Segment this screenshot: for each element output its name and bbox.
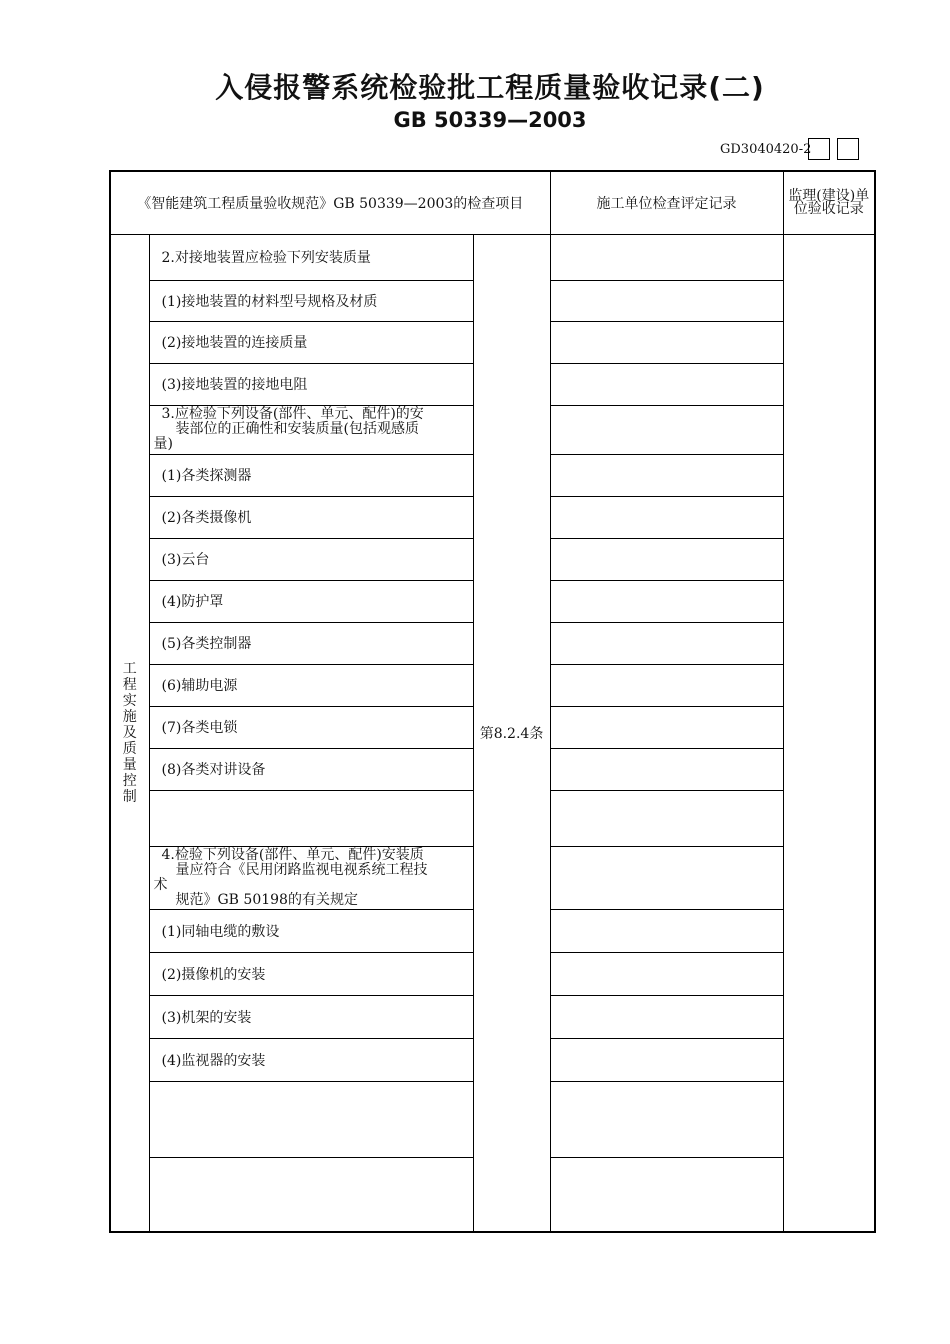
construction-record-cell[interactable] — [550, 952, 783, 995]
item-detectors: (1)各类探测器 — [149, 454, 473, 496]
construction-record-cell[interactable] — [550, 790, 783, 846]
table-row — [110, 234, 875, 280]
item-text-line: 装部位的正确性和安装质量(包括观感质 — [175, 421, 419, 437]
item-coax-cable: (1)同轴电缆的敷设 — [149, 909, 473, 952]
construction-record-cell[interactable] — [550, 1157, 783, 1232]
item-text-line: 4.检验下列设备(部件、单元、配件)安装质 — [161, 846, 424, 863]
construction-record-cell[interactable] — [550, 846, 783, 909]
construction-record-cell[interactable] — [550, 321, 783, 363]
supervision-record-header: 监理(建设)单位验收记录 — [783, 171, 875, 234]
construction-record-cell[interactable] — [550, 538, 783, 580]
section-label: 工程实施及质量控制 — [110, 234, 149, 1232]
construction-record-cell[interactable] — [550, 995, 783, 1038]
item-grounding-material: (1)接地装置的材料型号规格及材质 — [149, 280, 473, 321]
empty-item-cell — [149, 1081, 473, 1157]
item-rack-installation: (3)机架的安装 — [149, 995, 473, 1038]
item-grounding-resistance: (3)接地装置的接地电阻 — [149, 363, 473, 405]
construction-record-header: 施工单位检查评定记录 — [550, 171, 783, 234]
construction-record-cell[interactable] — [550, 454, 783, 496]
inspection-table — [109, 170, 876, 1233]
item-cctv-installation — [149, 846, 473, 909]
item-text-line: 量应符合《民用闭路监视电视系统工程技 — [175, 861, 428, 878]
construction-record-cell[interactable] — [550, 405, 783, 454]
construction-record-cell[interactable] — [550, 909, 783, 952]
form-code: GD3040420-2 — [720, 142, 812, 157]
item-pan-tilt: (3)云台 — [149, 538, 473, 580]
header-row — [110, 171, 875, 234]
form-code-box-2[interactable] — [837, 138, 859, 160]
item-cameras: (2)各类摄像机 — [149, 496, 473, 538]
construction-record-cell[interactable] — [550, 706, 783, 748]
item-controllers: (5)各类控制器 — [149, 622, 473, 664]
form-code-box-1[interactable] — [808, 138, 830, 160]
construction-record-cell[interactable] — [550, 622, 783, 664]
item-text-line: 3.应检验下列设备(部件、单元、配件)的安 — [161, 406, 424, 422]
supervision-record-cell[interactable] — [783, 234, 875, 1232]
item-aux-power: (6)辅助电源 — [149, 664, 473, 706]
standard-code: GB 50339—2003 — [393, 108, 587, 132]
construction-record-cell[interactable] — [550, 1038, 783, 1081]
item-text-line: 术 — [153, 876, 168, 893]
item-monitor-installation: (4)监视器的安装 — [149, 1038, 473, 1081]
construction-record-cell[interactable] — [550, 748, 783, 790]
construction-record-cell[interactable] — [550, 496, 783, 538]
check-items-header: 《智能建筑工程质量验收规范》GB 50339—2003的检查项目 — [110, 171, 550, 234]
construction-record-cell[interactable] — [550, 234, 783, 280]
item-electric-locks: (7)各类电锁 — [149, 706, 473, 748]
item-equipment-inspection — [149, 405, 473, 454]
item-grounding-connection: (2)接地装置的连接质量 — [149, 321, 473, 363]
empty-item-cell — [149, 1157, 473, 1232]
construction-record-cell[interactable] — [550, 280, 783, 321]
construction-record-cell[interactable] — [550, 1081, 783, 1157]
form-title: 入侵报警系统检验批工程质量验收记录(二) — [215, 71, 765, 104]
item-text-line: 量) — [153, 436, 173, 452]
item-grounding-check: 2.对接地装置应检验下列安装质量 — [149, 234, 473, 280]
construction-record-cell[interactable] — [550, 580, 783, 622]
item-camera-installation: (2)摄像机的安装 — [149, 952, 473, 995]
item-protective-cover: (4)防护罩 — [149, 580, 473, 622]
item-intercom: (8)各类对讲设备 — [149, 748, 473, 790]
construction-record-cell[interactable] — [550, 664, 783, 706]
empty-item-cell — [149, 790, 473, 846]
construction-record-cell[interactable] — [550, 363, 783, 405]
clause-reference: 第8.2.4条 — [473, 234, 550, 1232]
item-text-line: 规范》GB 50198的有关规定 — [175, 891, 358, 908]
